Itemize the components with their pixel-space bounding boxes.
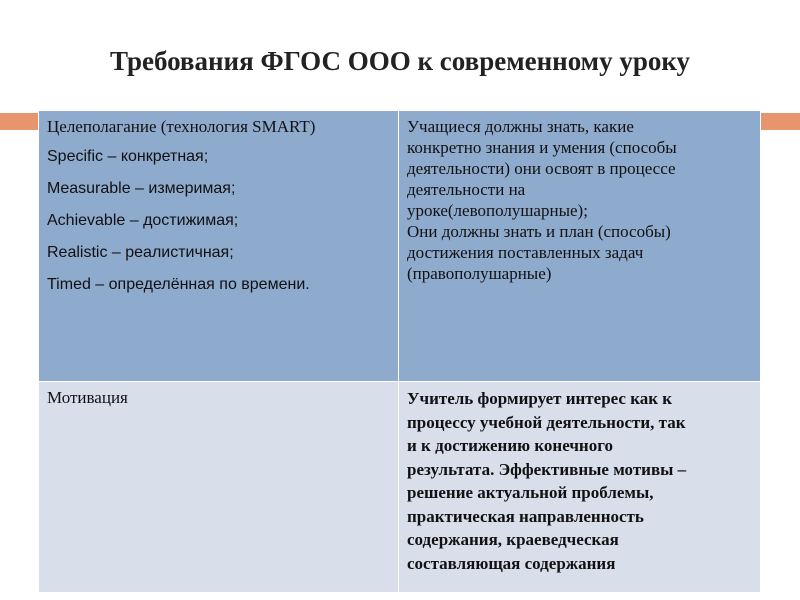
description-line: процессу учебной деятельности, так bbox=[407, 412, 686, 432]
description-line: Они должны знать и план (способы) bbox=[407, 222, 671, 241]
smart-item-timed: Timed – определённая по времени. bbox=[47, 276, 310, 293]
motivation-label: Мотивация bbox=[47, 388, 128, 407]
description-line: Учащиеся должны знать, какие bbox=[407, 117, 634, 136]
page-title: Требования ФГОС ООО к современному уроку bbox=[109, 46, 691, 76]
motivation-description-cell bbox=[399, 382, 761, 593]
description-line: уроке(левополушарные); bbox=[407, 201, 588, 220]
table-row bbox=[39, 382, 761, 593]
description-line: конкретно знания и умения (способы bbox=[407, 138, 677, 157]
smart-heading: Целеполагание (технология SMART) bbox=[47, 117, 316, 136]
description-line: результата. Эффективные мотивы – bbox=[407, 459, 687, 479]
table-row bbox=[39, 111, 761, 382]
description-line: достижения поставленных задач bbox=[407, 243, 644, 262]
description-line: деятельности) они освоят в процессе bbox=[407, 159, 676, 178]
goal-setting-cell bbox=[39, 111, 399, 382]
goal-setting-description-cell bbox=[399, 111, 761, 382]
description-line: решение актуальной проблемы, bbox=[407, 483, 654, 502]
description-line: содержания, краеведческая bbox=[407, 530, 619, 549]
smart-item-realistic: Realistic – реалистичная; bbox=[47, 244, 234, 261]
accent-bar-right bbox=[760, 113, 800, 130]
smart-item-specific: Specific – конкретная; bbox=[47, 148, 209, 165]
description-line: деятельности на bbox=[407, 180, 526, 199]
smart-item-achievable: Achievable – достижимая; bbox=[47, 212, 239, 229]
description-line: (правополушарные) bbox=[407, 264, 552, 283]
motivation-cell bbox=[39, 382, 399, 593]
requirements-table bbox=[38, 110, 761, 593]
description-line: практическая направленность bbox=[407, 506, 644, 526]
description-line: Учитель формирует интерес как к bbox=[407, 389, 673, 408]
description-line: и к достижению конечного bbox=[407, 436, 614, 455]
smart-item-measurable: Measurable – измеримая; bbox=[47, 180, 236, 197]
description-line: составляющая содержания bbox=[407, 553, 616, 573]
accent-bar-left bbox=[0, 113, 38, 130]
